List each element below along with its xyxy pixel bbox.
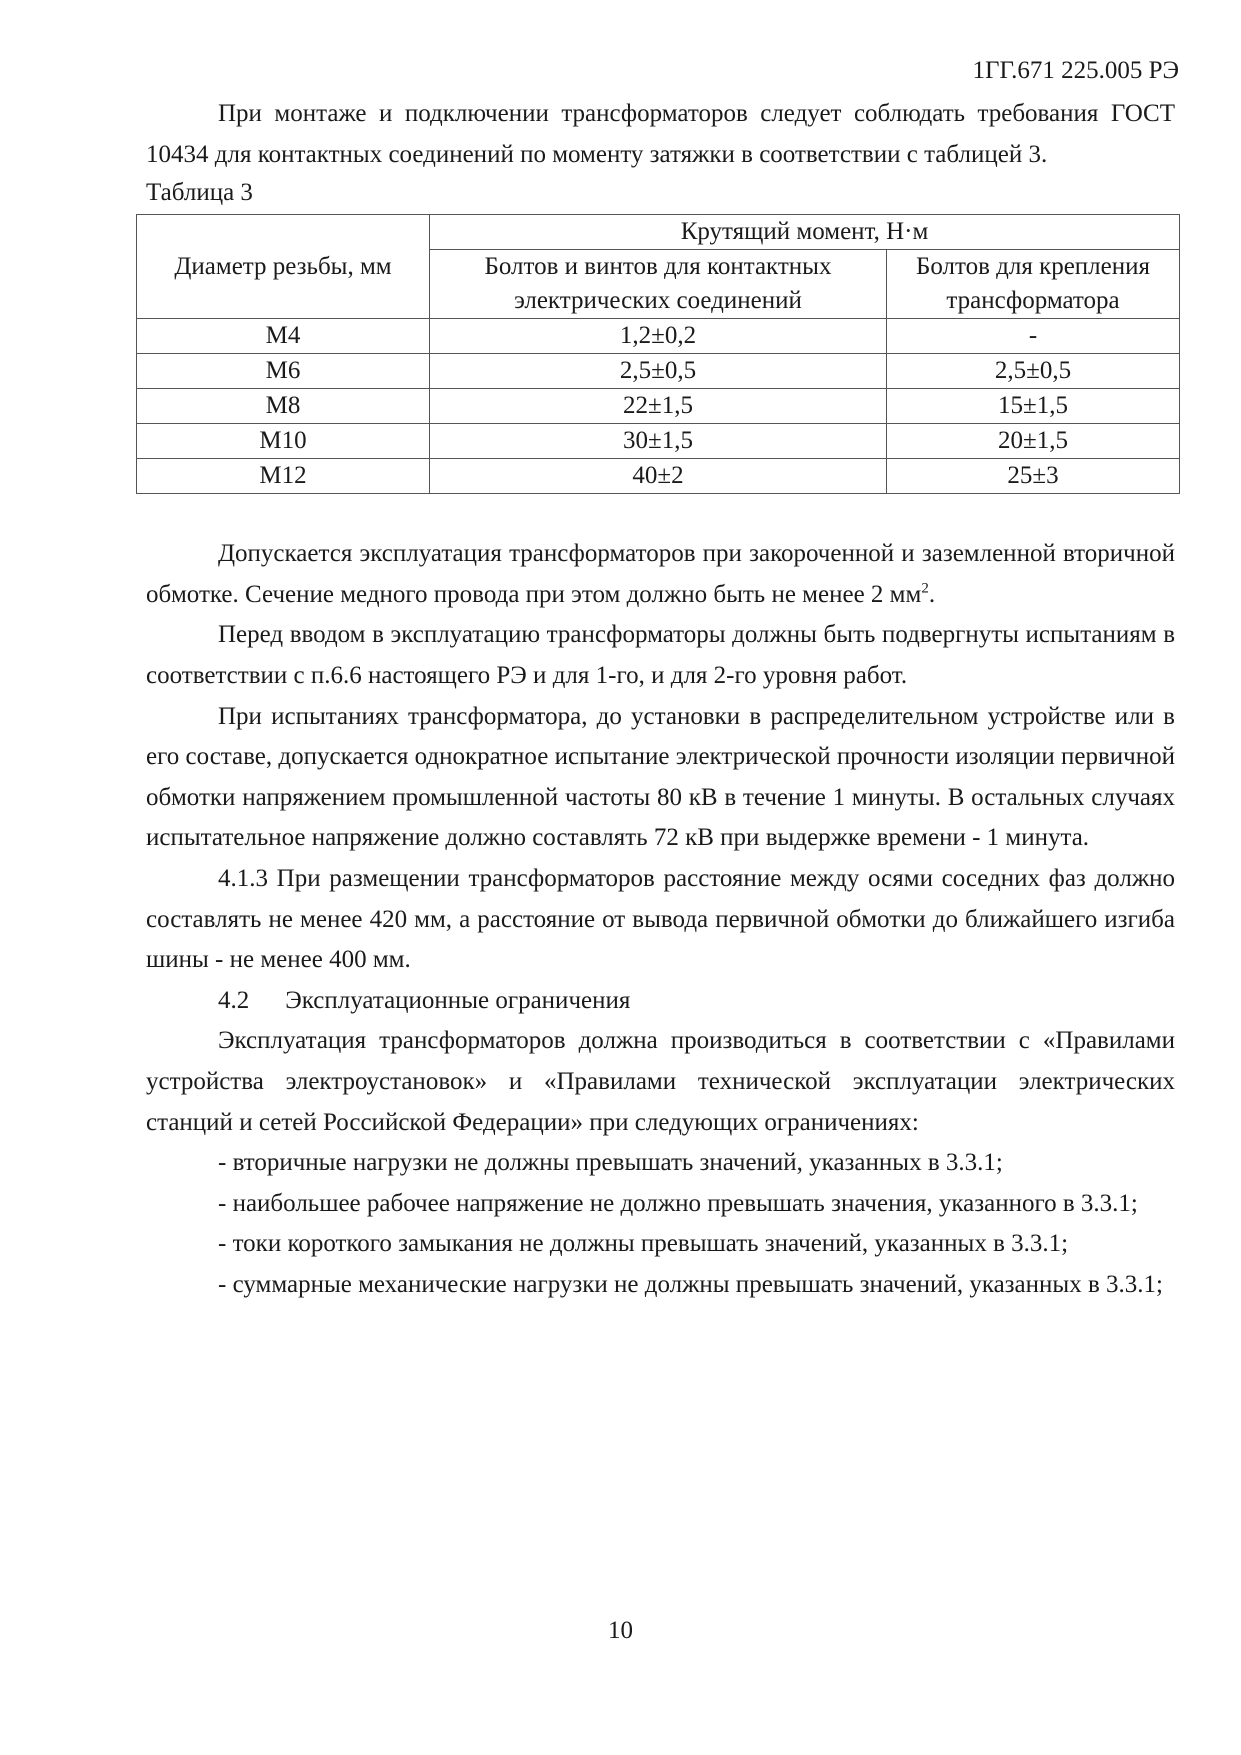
- list-item: - вторичные нагрузки не должны превышать значений, указанных в 3.3.1;: [218, 1149, 1003, 1177]
- cell-contact: 22±1,5: [430, 389, 887, 424]
- cell-contact: 1,2±0,2: [430, 319, 887, 354]
- cell-diameter: М12: [137, 459, 430, 494]
- list-item: - токи короткого замыкания не должны превышать значений, указанных в 3.3.1;: [218, 1230, 1069, 1258]
- cell-diameter: М10: [137, 424, 430, 459]
- list-item: - наибольшее рабочее напряжение не должно превышать значения, указанного в 3.3.1;: [218, 1189, 1138, 1217]
- page-content: [146, 94, 1175, 1305]
- intro-paragraph: При монтаже и подключении трансформаторов следует соблюдать требования ГОСТ 10434 для контактных соединений по моменту затяжки в соответствии с таблицей 3.: [146, 100, 1175, 168]
- paragraph-grounded-winding: [146, 534, 1175, 615]
- section-heading: [146, 981, 1175, 1022]
- header-torque-group: Крутящий момент, Н·м: [430, 215, 1180, 250]
- table-row: [137, 319, 1180, 354]
- cell-diameter: М8: [137, 389, 430, 424]
- cell-contact: 40±2: [430, 459, 887, 494]
- table-row: [137, 389, 1180, 424]
- section-intro: Эксплуатация трансформаторов должна производиться в соответствии с «Правилами устройства электроустановок» и «Правилами технической эксплуатации электрических станций и сетей Российской Федерации» при следующих ограничениях:: [146, 1027, 1175, 1136]
- cell-mount: 20±1,5: [887, 424, 1180, 459]
- table-row: [137, 459, 1180, 494]
- section-title: Эксплуатационные ограничения: [285, 986, 631, 1014]
- table-header-row: [137, 215, 1180, 250]
- header-thread-diameter: Диаметр резьбы, мм: [137, 215, 430, 319]
- list-item: - суммарные механические нагрузки не должны превышать значений, указанных в 3.3.1;: [218, 1270, 1163, 1298]
- cell-diameter: М4: [137, 319, 430, 354]
- cell-diameter: М6: [137, 354, 430, 389]
- torque-table: [136, 214, 1180, 494]
- cell-contact: 30±1,5: [430, 424, 887, 459]
- header-contact-bolts: Болтов и винтов для контактных электрических соединений: [430, 250, 887, 319]
- cell-mount: 15±1,5: [887, 389, 1180, 424]
- paragraph-testing: При испытаниях трансформатора, до установки в распределительном устройстве или в его составе, допускается однократное испытание электрической прочности изоляции первичной обмотки напряжением промышленной частоты 80 кВ в течение 1 минуты. В остальных случаях испытательное напряжение должно составлять 72 кВ при выдержке времени - 1 минута.: [146, 702, 1175, 852]
- section-number: 4.2: [218, 986, 250, 1014]
- spacer: [146, 494, 1175, 534]
- table-caption: Таблица 3: [146, 179, 253, 207]
- paragraph-end: .: [928, 580, 936, 608]
- cell-mount: -: [887, 319, 1180, 354]
- table-row: [137, 424, 1180, 459]
- cell-contact: 2,5±0,5: [430, 354, 887, 389]
- paragraph-text: Допускается эксплуатация трансформаторов при закороченной и заземленной вторичной обмотке. Сечение медного провода при этом должно быть не менее 2 мм: [146, 540, 1175, 608]
- header-mount-bolts: Болтов для крепления трансформатора: [887, 250, 1180, 319]
- paragraph-pre-commissioning: Перед вводом в эксплуатацию трансформаторы должны быть подвергнуты испытаниям в соответствии с п.6.6 настоящего РЭ и для 1-го, и для 2-го уровня работ.: [146, 621, 1175, 689]
- superscript: 2: [921, 580, 929, 597]
- table-row: [137, 354, 1180, 389]
- cell-mount: 25±3: [887, 459, 1180, 494]
- cell-mount: 2,5±0,5: [887, 354, 1180, 389]
- document-code: 1ГГ.671 225.005 РЭ: [972, 57, 1179, 84]
- page-number: 10: [608, 1617, 633, 1644]
- paragraph-4-1-3: 4.1.3 При размещении трансформаторов расстояние между осями соседних фаз должно составлять не менее 420 мм, а расстояние от вывода первичной обмотки до ближайшего изгиба шины - не менее 400 мм.: [146, 864, 1175, 974]
